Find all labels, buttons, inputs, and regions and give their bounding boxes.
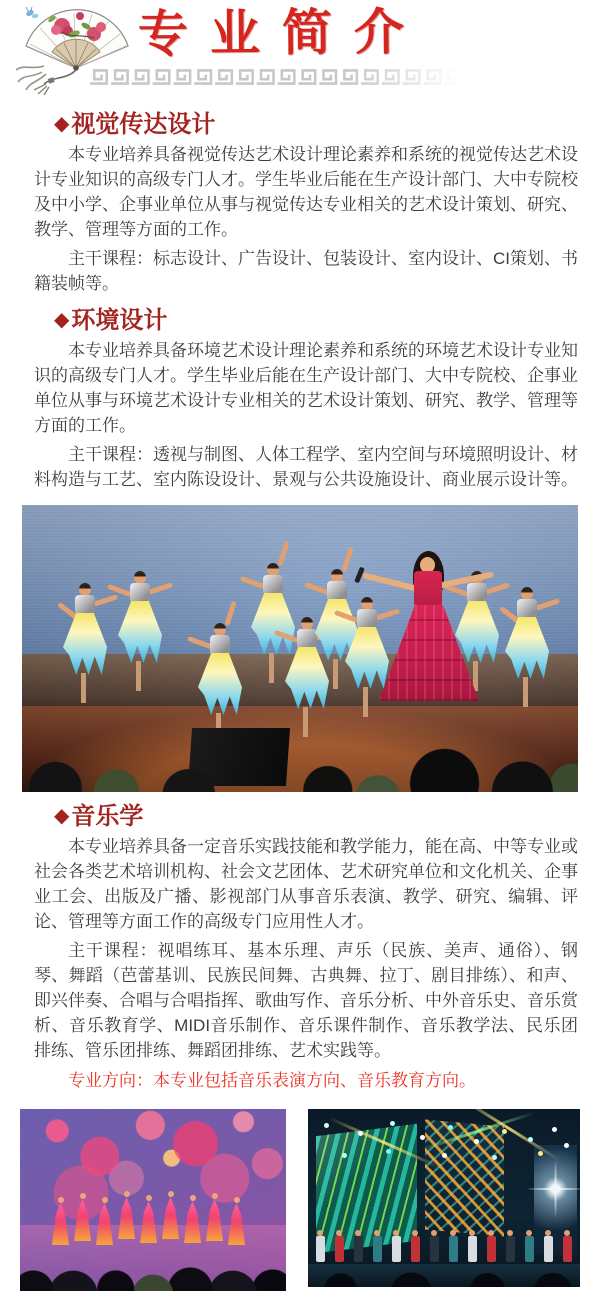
- bottom-photos-row: [20, 1109, 580, 1291]
- singer-arm: [438, 571, 494, 589]
- dancer-figure: [117, 571, 163, 703]
- section-courses-text: 主干课程：标志设计、广告设计、包装设计、室内设计、CI策划、书籍装帧等。: [34, 249, 578, 293]
- gala-finale-photo: [308, 1109, 580, 1287]
- diamond-bullet-icon: ◆: [54, 113, 70, 135]
- meander-fade: [348, 66, 488, 88]
- dancer-figure: [62, 583, 108, 715]
- meander-border: [88, 66, 484, 88]
- butterfly-icon: [25, 7, 38, 19]
- section-heading: [54, 802, 578, 831]
- red-ball-gown: [379, 605, 479, 701]
- dancer-figure: [118, 1191, 135, 1239]
- diamond-bullet-icon: ◆: [54, 805, 70, 827]
- dancer-figure: [184, 1195, 201, 1243]
- section-heading-label: 音乐学: [71, 803, 144, 830]
- audience-silhouettes: [308, 1257, 580, 1287]
- section-courses-text: 主干课程：视唱练耳、基本乐理、声乐（民族、美声、通俗）、钢琴、舞蹈（芭蕾基训、民族民间舞、古典舞、拉丁、剧目排练）、和声、即兴伴奏、合唱与合唱指挥、歌曲写作、音乐分析、中外音乐史、音乐赏析、音乐教育学、MIDI音乐制作、音乐课件制作、音乐教学法、民乐团排练、管乐团排练、舞蹈团排练、艺术实践等。: [34, 941, 578, 1060]
- dancer-figure: [52, 1197, 69, 1245]
- dancer-figure: [228, 1197, 245, 1245]
- section-heading: [54, 306, 578, 335]
- audience-silhouettes: [22, 720, 578, 792]
- singer-bodice: [414, 571, 442, 607]
- section-musicology: [34, 802, 578, 1093]
- dancer-figure: [504, 587, 550, 719]
- section-courses-text: 主干课程：透视与制图、人体工程学、室内空间与环境照明设计、材料构造与工艺、室内陈设设计、景观与公共设施设计、商业展示设计等。: [34, 445, 578, 489]
- dancer-figure: [96, 1197, 113, 1245]
- diamond-bullet-icon: ◆: [54, 309, 70, 331]
- dancer-figure: [74, 1193, 91, 1241]
- dancer-figure: [140, 1195, 157, 1243]
- section-visual-communication-design: [34, 110, 578, 296]
- rig-lights: [324, 1123, 329, 1128]
- section-heading-label: 视觉传达设计: [71, 111, 216, 138]
- section-intro-text: 本专业培养具备环境艺术设计理论素养和系统的环境艺术设计专业知识的高级专门人才。学生毕业后能在生产设计部门、大中专院校、企事业单位从事与环境艺术设计专业相关的艺术设计策划、研究、教学、管理等方面的工作。: [34, 341, 578, 435]
- page-header: [0, 0, 600, 100]
- section-intro-text: 本专业培养具备一定音乐实践技能和教学能力，能在高、中等专业或社会各类艺术培训机构、社会文艺团体、艺术研究单位和文化机关、企事业工会、出版及广播、影视部门从事音乐表演、教学、研究、编辑、评论、管理等方面工作的高级专门应用性人才。: [34, 837, 578, 931]
- stage-performance-photo: [22, 505, 578, 792]
- major-direction-text: 专业方向：本专业包括音乐表演方向、音乐教育方向。: [68, 1071, 476, 1090]
- page-title: 专业简介: [137, 1, 427, 64]
- dancer-figure: [162, 1191, 179, 1239]
- dancer-figure: [206, 1193, 223, 1241]
- section-heading: [54, 110, 578, 139]
- pink-dance-troupe-photo: [20, 1109, 286, 1291]
- section-heading-label: 环境设计: [71, 307, 168, 334]
- audience-silhouettes: [20, 1239, 286, 1291]
- singer-arm: [362, 572, 418, 591]
- led-screen-center: [425, 1120, 504, 1237]
- section-environment-design: [34, 306, 578, 492]
- section-intro-text: 本专业培养具备视觉传达艺术设计理论素养和系统的视觉传达艺术设计专业知识的高级专门人才。学生毕业后能在生产设计部门、大中专院校及中小学、企事业单位从事与视觉传达专业相关的艺术设计策划、研究、教学、管理等方面的工作。: [34, 145, 578, 239]
